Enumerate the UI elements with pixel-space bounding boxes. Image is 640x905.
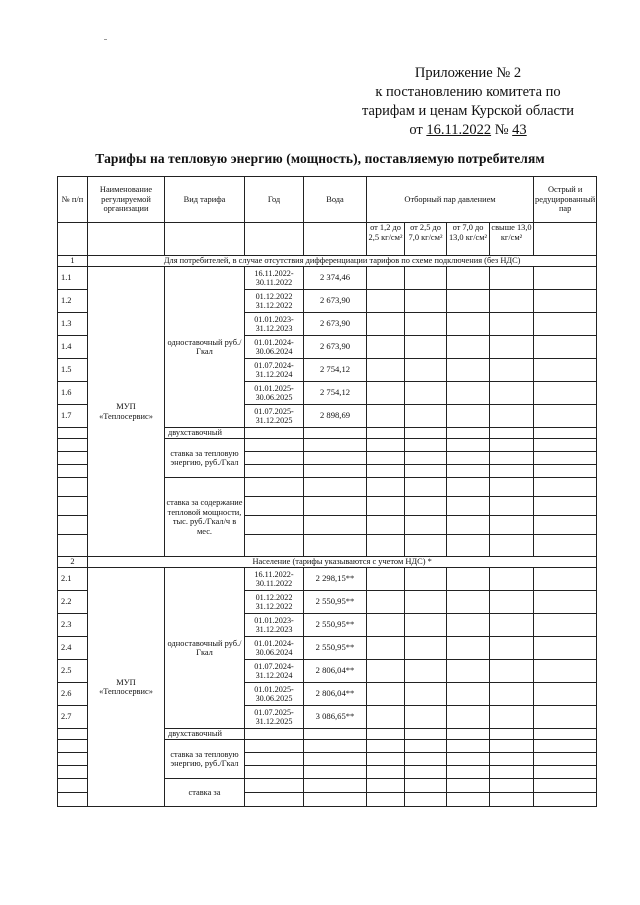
col-tariff-type: Вид тарифа [165,177,245,223]
appendix-line2: к постановлению комитета по [375,84,561,100]
water-tariff: 2 673,90 [304,336,367,359]
period: 01.01.2023-31.12.2023 [245,313,304,336]
date-prefix: от [409,122,427,138]
two-rate-tariff: двухставочный [165,428,245,439]
number-prefix: № [491,122,513,138]
col-steam-4: свыше 13,0 кг/см² [490,223,534,256]
period: 16.11.2022-30.11.2022 [245,568,304,591]
two-rate-tariff: двухставочный [165,729,245,740]
col-year: Год [245,177,304,223]
row-number: 1.2 [58,290,88,313]
section-row [58,557,597,568]
document-title: Тарифы на тепловую энергию (мощность), поставляемую потребителям [95,151,545,166]
resolution-date: 16.11.2022 [426,122,492,138]
row-number: 1.6 [58,382,88,405]
row-number: 2.2 [58,591,88,614]
scan-mark [104,39,107,40]
appendix-number: Приложение № 2 [414,65,522,81]
energy-rate-label: ставка за тепловую энергию, руб./Гкал [165,740,245,779]
organization-name: МУП «Теплосервис» [88,267,165,557]
water-tariff: 2 673,90 [304,313,367,336]
water-tariff: 2 550,95** [304,591,367,614]
table-subheader-row [58,223,597,256]
resolution-number: 43 [512,122,527,138]
period: 01.01.2025-30.06.2025 [245,683,304,706]
capacity-rate-label: ставка за содержание тепловой мощности, тыс. руб./Гкал/ч в мес. [165,478,245,557]
water-tariff: 2 898,69 [304,405,367,428]
water-tariff: 2 754,12 [304,359,367,382]
col-num: № п/п [58,177,88,223]
row-number: 1.1 [58,267,88,290]
period: 01.07.2024-31.12.2024 [245,359,304,382]
col-water: Вода [304,177,367,223]
period: 16.11.2022-30.11.2022 [245,267,304,290]
row-number: 1.7 [58,405,88,428]
period: 01.12.2022 31.12.2022 [245,591,304,614]
appendix-header [358,64,578,140]
water-tariff: 2 550,95** [304,637,367,660]
table-row [58,267,597,290]
row-number: 1.5 [58,359,88,382]
row-number: 1.4 [58,336,88,359]
row-number: 2.4 [58,637,88,660]
water-tariff: 2 673,90 [304,290,367,313]
section-row [58,256,597,267]
period: 01.07.2024-31.12.2024 [245,660,304,683]
water-tariff: 2 298,15** [304,568,367,591]
water-tariff: 2 806,04** [304,683,367,706]
row-number: 2.6 [58,683,88,706]
col-steam: Отборный пар давлением [367,177,534,223]
col-steam-1: от 1,2 до 2,5 кг/см² [367,223,405,256]
single-rate-tariff: одноставочный руб./Гкал [165,267,245,428]
col-steam-2: от 2,5 до 7,0 кг/см² [405,223,447,256]
water-tariff: 2 754,12 [304,382,367,405]
row-number: 1.3 [58,313,88,336]
single-rate-tariff: одноставочный руб./Гкал [165,568,245,729]
period: 01.07.2025-31.12.2025 [245,405,304,428]
section-number: 1 [58,256,88,267]
table-row [58,568,597,591]
period: 01.07.2025-31.12.2025 [245,706,304,729]
tariff-table [57,176,597,807]
capacity-rate-label: ставка за [165,779,245,807]
period: 01.01.2025-30.06.2025 [245,382,304,405]
water-tariff: 2 374,46 [304,267,367,290]
water-tariff: 2 550,95** [304,614,367,637]
period: 01.01.2024-30.06.2024 [245,637,304,660]
appendix-date-line [358,121,578,140]
row-number: 2.3 [58,614,88,637]
col-org: Наименование регулируемой организации [88,177,165,223]
row-number: 2.1 [58,568,88,591]
table-header-row [58,177,597,223]
section-label: Для потребителей, в случае отсутствия дифференциации тарифов по схеме подключения (без НДС) [88,256,597,267]
energy-rate-label: ставка за тепловую энергию, руб./Гкал [165,439,245,478]
appendix-line3: тарифам и ценам Курской области [361,103,575,119]
water-tariff: 3 086,65** [304,706,367,729]
section-label: Население (тарифы указываются с учетом НДС) * [88,557,597,568]
period: 01.12.2022 31.12.2022 [245,290,304,313]
section-number: 2 [58,557,88,568]
row-number: 2.7 [58,706,88,729]
organization-name: МУП «Теплосервис» [88,568,165,807]
period: 01.01.2024-30.06.2024 [245,336,304,359]
row-number: 2.5 [58,660,88,683]
col-steam-3: от 7,0 до 13,0 кг/см² [447,223,490,256]
col-sharp-steam: Острый и редуцированный пар [534,177,597,223]
period: 01.01.2023-31.12.2023 [245,614,304,637]
water-tariff: 2 806,04** [304,660,367,683]
